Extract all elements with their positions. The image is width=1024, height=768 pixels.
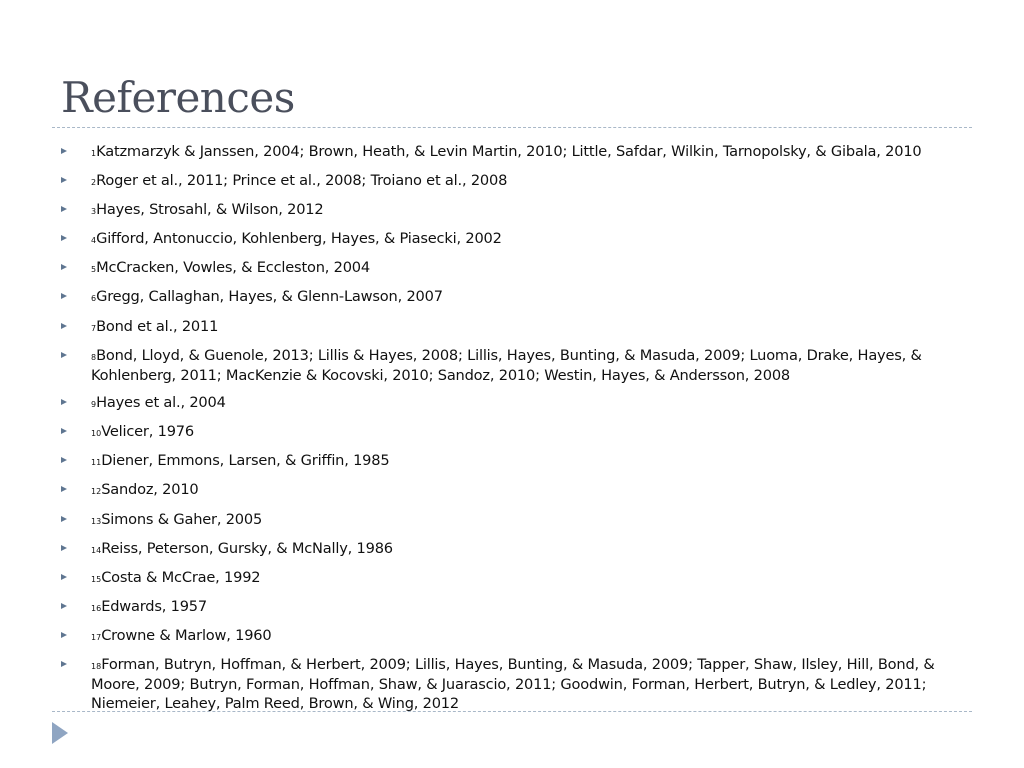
reference-item [61,347,961,386]
reference-text: Roger et al., 2011; Prince et al., 2008; Troiano et al., 2008 [96,172,508,190]
reference-item [61,172,961,192]
bullet-icon [61,428,67,434]
reference-text: Hayes, Strosahl, & Wilson, 2012 [96,201,324,219]
bullet-icon [61,206,67,212]
next-slide-arrow-icon[interactable] [50,720,70,746]
reference-number: 2 [91,178,97,188]
reference-number: 13 [91,516,102,526]
reference-text: Costa & McCrae, 1992 [101,568,261,586]
reference-number: 4 [91,236,97,246]
slide-title: References [61,73,295,122]
bullet-icon [61,264,67,270]
bullet-icon [61,457,67,463]
reference-item [61,230,961,250]
reference-text: Edwards, 1957 [101,597,207,615]
reference-number: 1 [91,149,97,158]
reference-number: 15 [91,574,102,584]
bullet-icon [61,177,67,183]
reference-text: Hayes et al., 2004 [96,394,226,412]
reference-text: Velicer, 1976 [101,423,194,441]
reference-number: 6 [91,294,97,304]
reference-item [61,288,961,308]
reference-number: 14 [91,545,102,555]
reference-number: 18 [91,662,102,671]
reference-text: Sandoz, 2010 [101,481,199,499]
bullet-icon [61,235,67,241]
reference-item [61,511,961,531]
reference-text: Bond, Lloyd, & Guenole, 2013; Lillis & Hayes, 2008; Lillis, Hayes, Bunting, & Masuda, 2009; Luoma, Drake, Hayes, & Kohlenberg, 2011; MacKenzie & Kocovski, 2010; Sandoz, 2010; Westin, Hayes, & Andersson, 2008 [91,346,922,385]
reference-number: 16 [91,603,102,613]
reference-item [61,318,961,338]
bullet-icon [61,545,67,551]
reference-item [61,656,961,713]
reference-number: 12 [91,487,102,497]
reference-number: 8 [91,352,97,362]
reference-text: Diener, Emmons, Larsen, & Griffin, 1985 [101,452,390,470]
reference-item [61,627,961,647]
reference-number: 11 [91,458,102,468]
bullet-icon [61,632,67,638]
reference-text: Bond et al., 2011 [96,317,219,335]
reference-number: 5 [91,265,97,275]
reference-item [61,143,961,163]
reference-item [61,569,961,589]
reference-number: 17 [91,632,102,642]
reference-number: 9 [91,400,97,410]
reference-item [61,481,961,501]
bullet-icon [61,293,67,299]
reference-list [61,143,961,722]
reference-number: 10 [91,429,102,439]
reference-number: 3 [91,207,97,217]
reference-text: Katzmarzyk & Janssen, 2004; Brown, Heath, & Levin Martin, 2010; Little, Safdar, Wilkin, Tarnopolsky, & Gibala, 2010 [96,143,922,160]
bullet-icon [61,148,67,154]
reference-item [61,540,961,560]
reference-text: Crowne & Marlow, 1960 [101,626,272,644]
reference-text: Forman, Butryn, Hoffman, & Herbert, 2009; Lillis, Hayes, Bunting, & Masuda, 2009; Tapper, Shaw, Ilsley, Hill, Bond, & Moore, 2009; Butryn, Forman, Hoffman, Shaw, & Juarascio, 2011; Goodwin, Forman, Herbert, Butryn, & Ledley, 2011; Niemeier, Leahey, Palm Reed, Brown, & Wing, 2012 [91,656,935,712]
bullet-icon [61,516,67,522]
bullet-icon [61,574,67,580]
reference-text: Simons & Gaher, 2005 [101,510,263,528]
bullet-icon [61,352,67,358]
bullet-icon [61,603,67,609]
reference-item [61,201,961,221]
title-divider [52,127,972,128]
reference-item [61,394,961,414]
footer-divider [52,711,972,712]
reference-item [61,423,961,443]
bullet-icon [61,486,67,492]
reference-text: Reiss, Peterson, Gursky, & McNally, 1986 [101,539,393,557]
reference-text: McCracken, Vowles, & Eccleston, 2004 [96,259,370,277]
reference-item [61,259,961,279]
reference-number: 7 [91,323,97,333]
reference-text: Gregg, Callaghan, Hayes, & Glenn-Lawson, 2007 [96,288,443,306]
bullet-icon [61,661,67,667]
bullet-icon [61,323,67,329]
reference-item [61,452,961,472]
reference-text: Gifford, Antonuccio, Kohlenberg, Hayes, & Piasecki, 2002 [96,230,502,248]
reference-item [61,598,961,618]
bullet-icon [61,399,67,405]
